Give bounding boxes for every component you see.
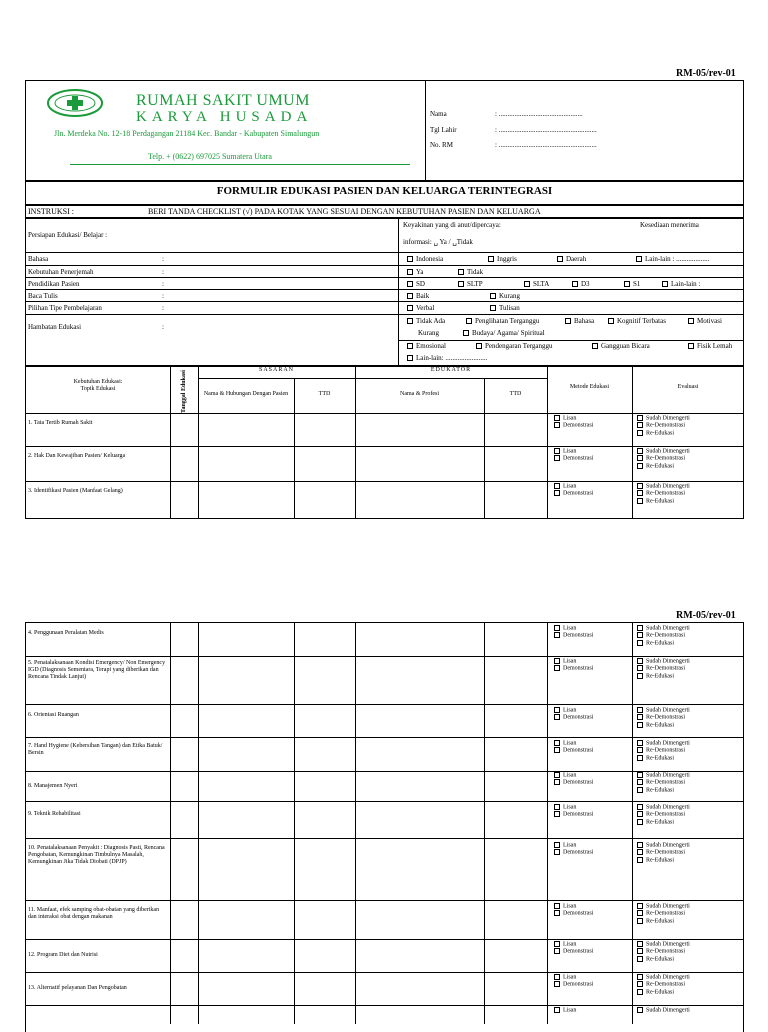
- instruction-label: INSTRUKSI :: [28, 207, 75, 216]
- instruction-text: BERI TANDA CHECKLIST (√) PADA KOTAK YANG SESUAI DENGAN KEBUTUHAN PASIEN DAN KELUARGA: [148, 207, 541, 216]
- evaluation-options[interactable]: Sudah Dimengerti Re-Demonstrasi Re-Edukasi: [637, 804, 690, 826]
- option-motivasi-kurang: Kurang: [418, 329, 439, 337]
- row-label-tipe: Pilihan Tipe Pembelajaran: [28, 304, 102, 312]
- method-options[interactable]: Lisan Demonstrasi: [554, 415, 593, 430]
- method-options[interactable]: Lisan: [554, 1007, 576, 1014]
- option-tidak-ada[interactable]: Tidak Ada: [407, 317, 445, 325]
- header-rule: [70, 164, 410, 165]
- evaluation-options[interactable]: Sudah Dimengerti Re-Demonstrasi Re-Edukasi: [637, 658, 690, 680]
- topic-row-6: 6. Orientasi Ruangan: [28, 712, 79, 718]
- evaluation-options[interactable]: Sudah Dimengerti Re-Demonstrasi Re-Edukasi: [637, 707, 690, 729]
- col-topic-header: Kebutuhan Edukasi: Topik Edukasi: [73, 379, 123, 392]
- method-options[interactable]: Lisan Demonstrasi: [554, 772, 593, 787]
- option-tulisan[interactable]: Tulisan: [490, 304, 520, 312]
- colon: :: [162, 292, 164, 300]
- method-options[interactable]: Lisan Demonstrasi: [554, 974, 593, 989]
- method-options[interactable]: Lisan Demonstrasi: [554, 842, 593, 857]
- option-kognitif[interactable]: Kognitif Terbatas: [608, 317, 666, 325]
- method-options[interactable]: Lisan Demonstrasi: [554, 658, 593, 673]
- option-lain-hambatan[interactable]: Lain-lain: ........................: [407, 354, 487, 362]
- option-tidak[interactable]: Tidak: [458, 268, 483, 276]
- option-fisik-lemah[interactable]: Fisik Lemah: [688, 342, 732, 350]
- hospital-address: Jln. Merdeka No. 12-18 Perdagangan 21184 Kec. Bandar - Kabupaten Simalungun: [54, 129, 320, 138]
- row-label-hambatan: Hambatan Edukasi: [28, 323, 82, 331]
- option-sd[interactable]: SD: [407, 280, 425, 288]
- readiness-label: Persiapan Edukasi/ Belajar :: [28, 231, 108, 239]
- method-options[interactable]: Lisan Demonstrasi: [554, 448, 593, 463]
- education-table-page2: [25, 622, 744, 1032]
- form-number-page2: RM-05/rev-01: [676, 610, 736, 621]
- colon: :: [162, 280, 164, 288]
- method-options[interactable]: Lisan Demonstrasi: [554, 625, 593, 640]
- option-penglihatan[interactable]: Penglihatan Terganggu: [466, 317, 539, 325]
- col-ttd-sasaran-header: TTD: [318, 391, 331, 397]
- evaluation-options[interactable]: Sudah Dimengerti Re-Demonstrasi Re-Edukasi: [637, 740, 690, 762]
- option-daerah[interactable]: Daerah: [557, 255, 586, 263]
- col-ttd-edukator-header: TTD: [509, 391, 522, 397]
- topic-row-4: 4. Penggunaan Peralatan Medis: [28, 630, 104, 636]
- col-nama-profesi-header: Nama & Profesi: [400, 391, 439, 397]
- colon: :: [162, 304, 164, 312]
- patient-rm-label: No. RM: [430, 141, 453, 149]
- patient-rm-field[interactable]: : ........................................................: [495, 141, 597, 149]
- topic-row-1: 1. Tata Tertib Rumah Sakit: [28, 420, 93, 426]
- row-label-baca-tulis: Baca Tulis: [28, 292, 58, 300]
- willingness-options[interactable]: informasi: ␣ Ya / ␣Tidak: [403, 238, 473, 246]
- hospital-name-line2: KARYA HUSADA: [136, 109, 313, 125]
- col-edukator-header: EDUKATOR: [430, 367, 472, 373]
- evaluation-options[interactable]: Sudah Dimengerti Re-Demonstrasi Re-Edukasi: [637, 625, 690, 647]
- option-motivasi[interactable]: Motivasi: [688, 317, 722, 325]
- belief-label: Keyakinan yang di anut/dipercaya:: [403, 221, 501, 229]
- topic-row-7: 7. Hand Hygiene (Kebersihan Tangan) dan Etika Batuk/ Bersin: [28, 743, 163, 756]
- method-options[interactable]: Lisan Demonstrasi: [554, 941, 593, 956]
- evaluation-options[interactable]: Sudah Dimengerti Re-Demonstrasi Re-Edukasi: [637, 772, 690, 794]
- option-kurang[interactable]: Kurang: [490, 292, 520, 300]
- method-options[interactable]: Lisan Demonstrasi: [554, 903, 593, 918]
- patient-name-label: Nama: [430, 110, 447, 118]
- option-indonesia[interactable]: Indonesia: [407, 255, 443, 263]
- col-date-header: Tanggal Edukasi: [180, 369, 187, 413]
- hospital-logo: [46, 88, 104, 118]
- form-title: FORMULIR EDUKASI PASIEN DAN KELUARGA TERINTEGRASI: [216, 185, 553, 197]
- evaluation-options[interactable]: Sudah Dimengerti: [637, 1007, 690, 1014]
- patient-dob-label: Tgl Lahir: [430, 126, 457, 134]
- row-label-pendidikan: Pendidikan Pasien: [28, 280, 80, 288]
- evaluation-options[interactable]: Sudah Dimengerti Re-Demonstrasi Re-Edukasi: [637, 842, 690, 864]
- method-options[interactable]: Lisan Demonstrasi: [554, 740, 593, 755]
- option-budaya[interactable]: Budaya/ Agama/ Spiritual: [463, 329, 545, 337]
- topic-row-12: 12. Program Diet dan Nutrisi: [28, 952, 98, 958]
- evaluation-options[interactable]: Sudah Dimengerti Re-Demonstrasi Re-Edukasi: [637, 483, 690, 505]
- topic-row-9: 9. Teknik Rehabilitasi: [28, 811, 81, 817]
- willingness-label: Kesediaan menerima: [640, 221, 699, 229]
- hospital-phone: Telp. + (0622) 697025 Sumatera Utara: [148, 152, 272, 161]
- option-d3[interactable]: D3: [572, 280, 590, 288]
- hospital-name-line1: RUMAH SAKIT UMUM: [136, 92, 310, 109]
- patient-dob-field[interactable]: : ........................................................: [495, 126, 597, 134]
- evaluation-options[interactable]: Sudah Dimengerti Re-Demonstrasi Re-Edukasi: [637, 903, 690, 925]
- topic-row-8: 8. Manajemen Nyeri: [28, 783, 78, 789]
- topic-row-11: 11. Manfaat, efek samping obat-obatan yang diberikan dan interaksi obat dengan makanan: [28, 907, 160, 920]
- option-baik[interactable]: Baik: [407, 292, 429, 300]
- method-options[interactable]: Lisan Demonstrasi: [554, 707, 593, 722]
- col-nama-hubungan-header: Nama & Hubungan Dengan Pasien: [203, 391, 289, 397]
- evaluation-options[interactable]: Sudah Dimengerti Re-Demonstrasi Re-Edukasi: [637, 415, 690, 437]
- evaluation-options[interactable]: Sudah Dimengerti Re-Demonstrasi Re-Edukasi: [637, 448, 690, 470]
- col-metode-header: Metode Edukasi: [569, 384, 610, 390]
- topic-row-2: 2. Hak Dan Kewajiban Pasien/ Keluarga: [28, 453, 126, 459]
- option-pendengaran[interactable]: Pendengaran Terganggu: [476, 342, 552, 350]
- option-bahasa-hambatan[interactable]: Bahasa: [565, 317, 594, 325]
- colon: :: [162, 323, 164, 331]
- colon: :: [162, 255, 164, 263]
- evaluation-options[interactable]: Sudah Dimengerti Re-Demonstrasi Re-Edukasi: [637, 974, 690, 996]
- topic-row-13: 13. Alternatif pelayanan Dan Pengobatan: [28, 985, 127, 991]
- option-gangguan-bicara[interactable]: Gangguan Bicara: [592, 342, 650, 350]
- option-ya[interactable]: Ya: [407, 268, 423, 276]
- col-evaluasi-header: Evaluasi: [677, 384, 699, 390]
- patient-name-field[interactable]: : ................................................: [495, 110, 583, 118]
- option-slta[interactable]: SLTA: [524, 280, 549, 288]
- option-lain-bahasa[interactable]: Lain-lain : ...................: [636, 255, 709, 263]
- row-label-bahasa: Bahasa: [28, 255, 49, 263]
- col-sasaran-header: SASARAN: [258, 367, 294, 373]
- option-inggris[interactable]: Inggris: [488, 255, 517, 263]
- topic-row-5: 5. Penatalaksanaan Kondisi Emergency/ Non Emergency IGD (Diagnosis Sementara, Terapi yang diberikan dan Rencana Tindak Lanjut): [28, 660, 166, 680]
- colon: :: [162, 268, 164, 276]
- option-s1[interactable]: S1: [624, 280, 640, 288]
- option-lain-pendidikan[interactable]: Lain-lain :: [662, 280, 700, 288]
- topic-row-10: 10. Penatalaksanaan Penyakit : Diagnosis Pasti, Rencana Pengobatan, Kemungkinan Timbulnya Masalah, Kemungkinan Jika Tidak Diobati (DPJP): [28, 845, 165, 865]
- method-options[interactable]: Lisan Demonstrasi: [554, 804, 593, 819]
- method-options[interactable]: Lisan Demonstrasi: [554, 483, 593, 498]
- row-label-penerjemah: Kebutuhan Penerjemah: [28, 268, 94, 276]
- form-number: RM-05/rev-01: [676, 68, 736, 79]
- topic-row-3: 3. Identifikasi Pasien (Manfaat Gelang): [28, 488, 123, 494]
- option-verbal[interactable]: Verbal: [407, 304, 434, 312]
- option-sltp[interactable]: SLTP: [458, 280, 483, 288]
- evaluation-options[interactable]: Sudah Dimengerti Re-Demonstrasi Re-Edukasi: [637, 941, 690, 963]
- option-emosional[interactable]: Emosional: [407, 342, 446, 350]
